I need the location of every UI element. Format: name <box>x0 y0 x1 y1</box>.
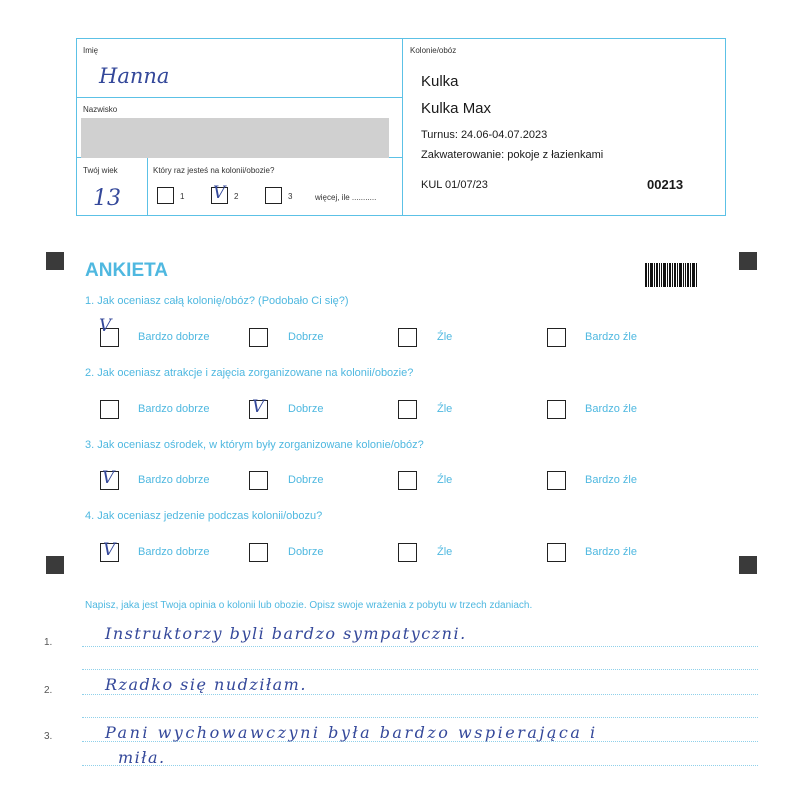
registration-mark-bottom-left <box>46 556 64 574</box>
last-name-label: Nazwisko <box>83 105 118 114</box>
camp-code: KUL 01/07/23 <box>421 179 488 191</box>
form-number: 00213 <box>647 177 684 192</box>
answer-line <box>82 669 758 670</box>
times-option-2: 2 <box>234 192 239 201</box>
check-mark-icon: V <box>213 183 226 203</box>
answer-sentence-2[interactable]: Rzadko się nudziłam. <box>105 675 307 694</box>
answer-sentence-1[interactable]: Instruktorzy byli bardzo sympatyczni. <box>105 624 467 643</box>
q4-option-label: Dobrze <box>288 546 324 558</box>
check-mark-icon: V <box>102 468 115 488</box>
q2-option-label: Bardzo źle <box>585 403 637 415</box>
q3-option-label: Bardzo dobrze <box>138 474 210 486</box>
q4-option-label: Bardzo dobrze <box>138 546 210 558</box>
times-option-3: 3 <box>288 192 293 201</box>
q3-option-dobrze-checkbox[interactable] <box>249 471 268 490</box>
registration-mark-top-left <box>46 252 64 270</box>
question-3: 3. Jak oceniasz ośrodek, w którym były zorganizowane kolonie/obóz? <box>85 439 424 451</box>
q3-option-label: Dobrze <box>288 474 324 486</box>
times-more-label: więcej, ile ........... <box>315 193 377 202</box>
q1-option-label: Źle <box>437 331 453 343</box>
q3-option-label: Źle <box>437 474 453 486</box>
q3-option-bardzo-zle-checkbox[interactable] <box>547 471 566 490</box>
registration-mark-bottom-right <box>739 556 757 574</box>
first-name-label: Imię <box>83 46 99 55</box>
q2-option-label: Źle <box>437 403 453 415</box>
times-checkbox-1[interactable] <box>157 187 174 204</box>
accommodation-info: Zakwaterowanie: pokoje z łazienkami <box>421 149 604 161</box>
answer-line <box>82 646 758 647</box>
q2-option-bardzo-dobrze-checkbox[interactable] <box>100 400 119 419</box>
q1-option-label: Dobrze <box>288 331 324 343</box>
registration-mark-top-right <box>739 252 757 270</box>
answer-line <box>82 765 758 766</box>
opinion-prompt: Napisz, jaka jest Twoja opinia o kolonii lub obozie. Opisz swoje wrażenia z pobytu w trzech zdaniach. <box>85 600 533 611</box>
q2-option-zle-checkbox[interactable] <box>398 400 417 419</box>
question-1: 1. Jak oceniasz całą kolonię/obóz? (Podobało Ci się?) <box>85 295 349 307</box>
line-number-2: 2. <box>44 685 53 696</box>
first-name-value[interactable]: Hanna <box>99 64 170 88</box>
q4-option-bardzo-zle-checkbox[interactable] <box>547 543 566 562</box>
q4-option-label: Bardzo źle <box>585 546 637 558</box>
q3-option-zle-checkbox[interactable] <box>398 471 417 490</box>
question-4: 4. Jak oceniasz jedzenie podczas kolonii/obozu? <box>85 510 323 522</box>
question-2: 2. Jak oceniasz atrakcje i zajęcia zorganizowane na kolonii/obozie? <box>85 367 414 379</box>
times-checkbox-3[interactable] <box>265 187 282 204</box>
camp-label: Kolonie/obóz <box>410 46 457 55</box>
name-divider <box>77 97 402 98</box>
q2-option-bardzo-zle-checkbox[interactable] <box>547 400 566 419</box>
camp-name-2: Kulka Max <box>421 100 492 117</box>
age-label: Twój wiek <box>83 166 118 175</box>
answer-line <box>82 694 758 695</box>
q2-option-label: Dobrze <box>288 403 324 415</box>
answer-sentence-3[interactable]: Pani wychowawczyni była bardzo wspierająca i <box>105 723 598 742</box>
line-number-3: 3. <box>44 731 53 742</box>
q1-option-label: Bardzo dobrze <box>138 331 210 343</box>
q4-option-label: Źle <box>437 546 453 558</box>
survey-title: ANKIETA <box>85 260 169 281</box>
answer-line <box>82 717 758 718</box>
turnus-dates: Turnus: 24.06-04.07.2023 <box>421 129 548 141</box>
check-mark-icon: V <box>252 397 265 417</box>
camp-name: Kulka <box>421 73 459 90</box>
age-column-divider <box>147 157 148 215</box>
q3-option-label: Bardzo źle <box>585 474 637 486</box>
header-column-divider <box>402 39 403 215</box>
q2-option-label: Bardzo dobrze <box>138 403 210 415</box>
q4-option-dobrze-checkbox[interactable] <box>249 543 268 562</box>
q1-option-bardzo-zle-checkbox[interactable] <box>547 328 566 347</box>
age-value[interactable]: 13 <box>93 186 121 211</box>
times-option-1: 1 <box>180 192 185 201</box>
line-number-1: 1. <box>44 637 53 648</box>
answer-sentence-3-continued[interactable]: miła. <box>118 748 166 767</box>
check-mark-icon: V <box>103 540 116 560</box>
times-label: Który raz jesteś na kolonii/obozie? <box>153 166 275 175</box>
redacted-last-name <box>81 118 389 158</box>
q1-option-zle-checkbox[interactable] <box>398 328 417 347</box>
check-mark-icon: V <box>99 316 112 336</box>
header-form-box <box>76 38 726 216</box>
q4-option-zle-checkbox[interactable] <box>398 543 417 562</box>
q1-option-label: Bardzo źle <box>585 331 637 343</box>
q1-option-dobrze-checkbox[interactable] <box>249 328 268 347</box>
barcode-icon <box>645 263 701 287</box>
